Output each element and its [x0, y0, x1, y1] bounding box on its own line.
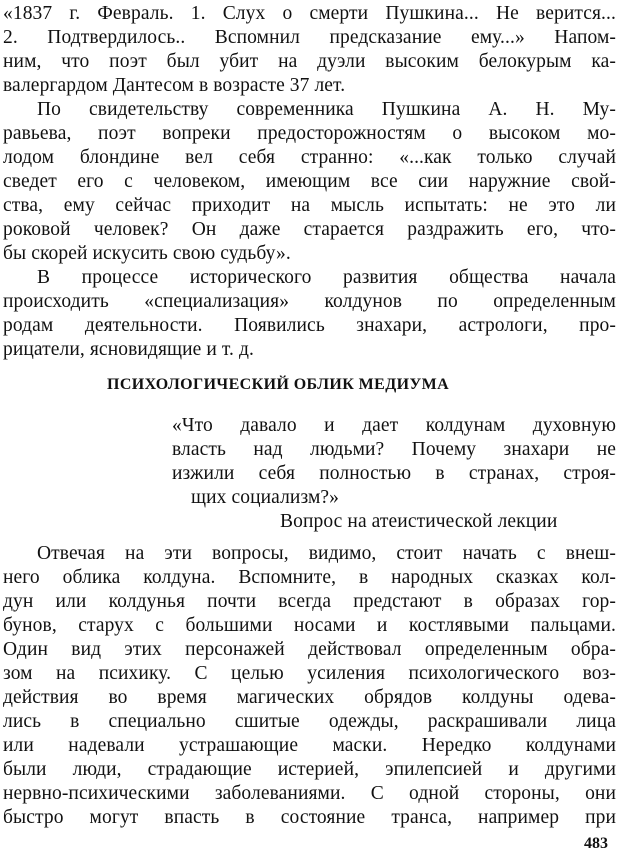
text-line: равьева, поэт вопреки предосторожностям о высоком мо-: [3, 123, 616, 144]
text-line: нервно-психическими заболеваниями. С одной стороны, они: [3, 783, 616, 804]
text-line: ним, что поэт был убит на дуэли высоким белокурым ка-: [3, 51, 616, 72]
text-line: ства, ему сейчас приходит на мысль испытать: не это ли: [3, 195, 616, 216]
epigraph-source: Вопрос на атеистической лекции: [280, 511, 558, 532]
text-line: В процессе исторического развития общества начала: [37, 267, 616, 288]
text-line: рицатели, ясновидящие и т. д.: [3, 339, 255, 360]
text-line: роковой человек? Он даже старается раздражить его, что-: [3, 219, 616, 240]
epigraph-line: изжили себя полностью в странах, строя-: [172, 463, 616, 484]
text-line: родам деятельности. Появились знахари, астрологи, про-: [3, 315, 616, 336]
text-line: валергардом Дантесом в возрасте 37 лет.: [3, 75, 346, 96]
text-line: 2. Подтвердилось.. Вспомнил предсказание ему...» Напом-: [3, 27, 616, 48]
page-number: 483: [584, 835, 608, 852]
text-line: По свидетельству современника Пушкина А. Н. Му-: [37, 99, 616, 120]
text-line: сведет его с человеком, имеющим все сии наружние свой-: [3, 171, 616, 192]
text-line: «1837 г. Февраль. 1. Слух о смерти Пушкина... Не верится...: [3, 3, 616, 24]
text-line: него облика колдуна. Вспомните, в народных сказках кол-: [3, 567, 616, 588]
text-line: бунов, старух с большими носами и костлявыми пальцами.: [3, 615, 616, 636]
text-line: быстро могут впасть в состояние транса, например при: [3, 807, 616, 828]
text-line: или надевали устрашающие маски. Нередко колдунами: [3, 735, 616, 756]
epigraph-line: власть над людьми? Почему знахари не: [172, 439, 616, 460]
text-line: зом на психику. С целью усиления психологического воз-: [3, 663, 616, 684]
epigraph-line: «Что давало и дает колдунам духовную: [172, 415, 616, 436]
text-line: дун или колдунья почти всегда предстают в образах гор-: [3, 591, 616, 612]
text-line: лодом блондине вел себя странно: «...как только случай: [3, 147, 616, 168]
text-line: были люди, страдающие истерией, эпилепсией и другими: [3, 759, 616, 780]
text-line: Отвечая на эти вопросы, видимо, стоит начать с внеш-: [37, 543, 616, 564]
epigraph-line: щих социализм?»: [191, 487, 340, 508]
section-heading: ПСИХОЛОГИЧЕСКИЙ ОБЛИК МЕДИУМА: [107, 376, 450, 393]
text-line: происходить «специализация» колдунов по определенным: [3, 291, 616, 312]
text-line: Один вид этих персонажей действовал определенным обра-: [3, 639, 616, 660]
text-line: действия во время магических обрядов колдуны одева-: [3, 687, 616, 708]
text-line: бы скорей искусить свою судьбу».: [3, 243, 291, 264]
text-line: лись в специально сшитые одежды, раскрашивали лица: [3, 711, 616, 732]
